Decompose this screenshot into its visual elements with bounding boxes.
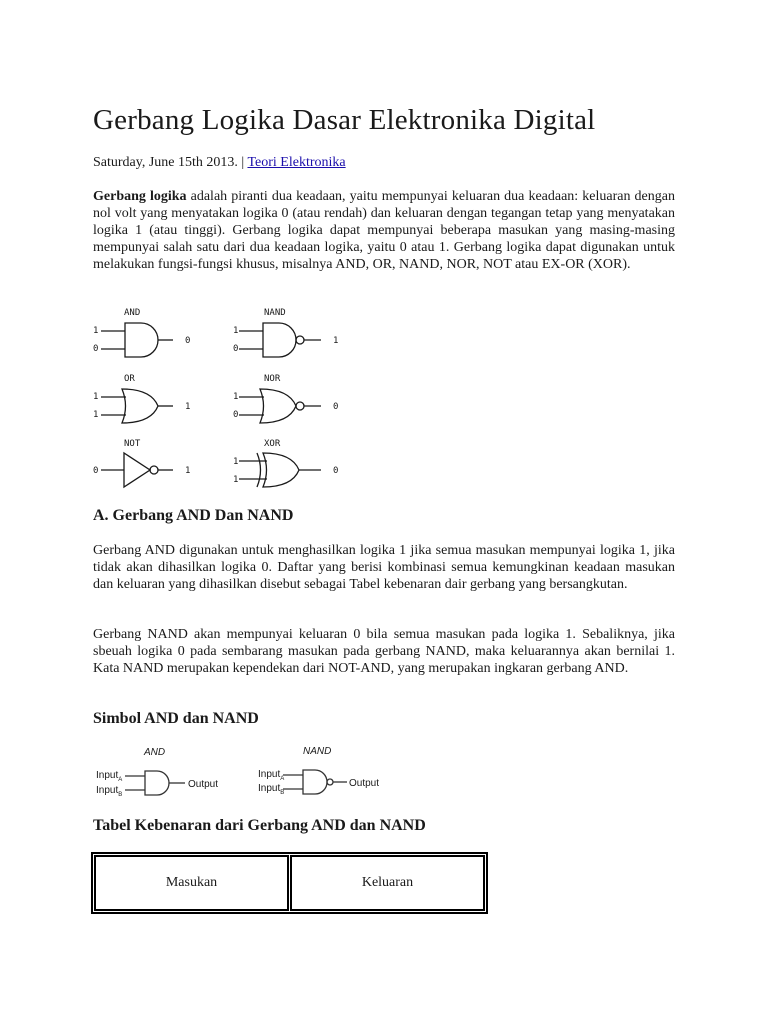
sym-nand-label: NAND <box>303 746 332 757</box>
intro-text: adalah piranti dua keadaan, yaitu mempunyai keluaran dua keadaan: keluaran dengan nol volt yang menyatakan logika 0 (atau rendah) dan keluaran dengan tegangan tetap yang menyatakan logika 1 (atau tinggi). Gerbang logika dapat mempunyai beberapa masukan yang masing-masing mempunyai salah satu dari dua keadaan logika, yaitu 0 atau 1. Gerbang logika dapat digunakan untuk melakukan fungsi-fungsi khusus, misalnya AND, OR, NAND, NOR, NOT atau EX-OR (XOR). <box>93 189 675 272</box>
table-row <box>94 855 485 911</box>
and-paragraph: Gerbang AND digunakan untuk menghasilkan logika 1 jika semua masukan mempunyai logika 1, jika tidak akan dihasilkan logika 0. Daftar yang berisi kombinasi semua kemungkinan keadaan masukan dan keluaran yang dihasilkan disebut sebagai Tabel kebenaran dair gerbang yang bersangkutan. <box>93 543 675 592</box>
section-a-heading: A. Gerbang AND Dan NAND <box>93 507 294 524</box>
xor-in1: 1 <box>233 457 239 467</box>
nand-paragraph: Gerbang NAND akan mempunyai keluaran 0 bila semua masukan pada logika 1. Sebaliknya, jika sbeuah logika 0 pada sembarang masukan pada gerbang NAND, maka keluarannya akan bernilai 1. Kata NAND merupakan kependekan dari NOT-AND, yang merupakan ingkaran gerbang AND. <box>93 627 675 676</box>
sym-nand-output: Output <box>349 778 380 789</box>
page-title: Gerbang Logika Dasar Elektronika Digital <box>93 104 596 136</box>
or-label: OR <box>124 374 135 384</box>
category-link[interactable]: Teori Elektronika <box>247 155 346 170</box>
logic-gates-figure <box>93 300 353 495</box>
nand-in1: 1 <box>233 326 239 336</box>
nor-in1: 1 <box>233 392 239 402</box>
or-gate-icon <box>101 389 173 423</box>
post-meta <box>93 155 346 171</box>
and-in1: 1 <box>93 326 99 336</box>
not-out: 1 <box>185 466 191 476</box>
or-in2: 1 <box>93 410 99 420</box>
symbol-heading: Simbol AND dan NAND <box>93 710 259 727</box>
and-out: 0 <box>185 336 191 346</box>
table-heading: Tabel Kebenaran dari Gerbang AND dan NAND <box>93 817 426 834</box>
xor-gate-icon <box>239 453 321 487</box>
nand-in2: 0 <box>233 344 239 354</box>
and-gate-icon <box>101 323 173 357</box>
nand-symbol-icon <box>283 770 347 794</box>
or-in1: 1 <box>93 392 99 402</box>
sym-and-label: AND <box>144 747 166 758</box>
intro-bold-term: Gerbang logika <box>93 189 187 204</box>
nand-out: 1 <box>333 336 339 346</box>
not-in1: 0 <box>93 466 99 476</box>
table-header-keluaran: Keluaran <box>290 855 485 911</box>
xor-label: XOR <box>264 439 281 449</box>
xor-out: 0 <box>333 466 339 476</box>
table-header-masukan: Masukan <box>94 855 289 911</box>
nor-out: 0 <box>333 402 339 412</box>
nand-label: NAND <box>264 308 286 318</box>
sym-and-output: Output <box>188 779 219 790</box>
not-gate-icon <box>101 453 173 487</box>
sym-and-input-b: Input$_B$ <box>96 785 123 798</box>
and-in2: 0 <box>93 344 99 354</box>
nor-label: NOR <box>264 374 281 384</box>
post-date: Saturday, June 15th 2013. | <box>93 155 245 170</box>
sym-nand-input-b: Input$_B$ <box>258 783 285 796</box>
sym-nand-input-a: Input$_A$ <box>258 769 285 782</box>
and-label: AND <box>124 308 141 318</box>
nor-in2: 0 <box>233 410 239 420</box>
or-out: 1 <box>185 402 191 412</box>
xor-in2: 1 <box>233 475 239 485</box>
nor-gate-icon <box>239 389 321 423</box>
and-symbol-icon <box>125 771 185 795</box>
intro-paragraph <box>93 188 675 273</box>
truth-table <box>91 852 488 914</box>
and-nand-symbol-figure <box>93 740 393 802</box>
not-label: NOT <box>124 439 141 449</box>
nand-gate-icon <box>239 323 321 357</box>
sym-and-input-a: Input$_A$ <box>96 770 123 783</box>
